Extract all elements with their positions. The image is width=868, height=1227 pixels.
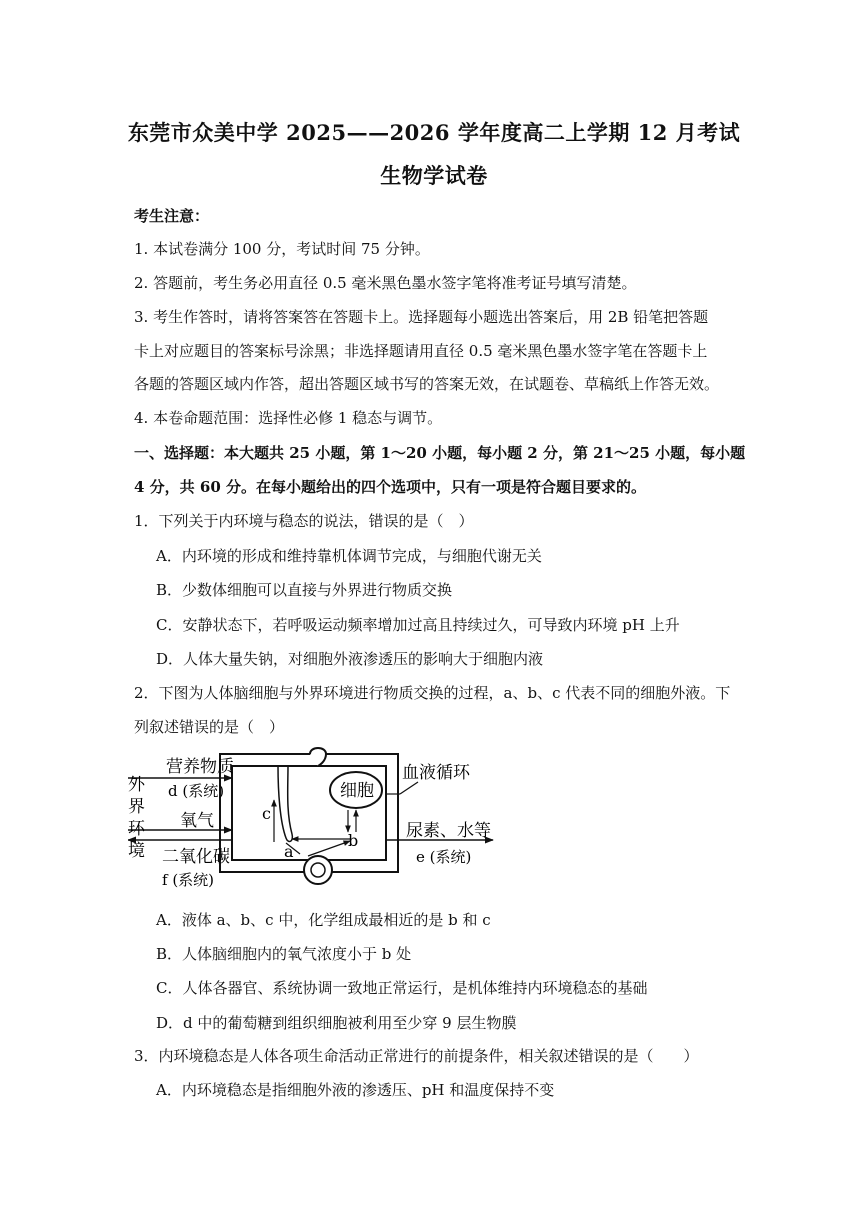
urea-label: 尿素、水等 <box>406 821 491 841</box>
exam-title: 东莞市众美中学 2025——2026 学年度高二上学期 12 月考试 <box>127 120 741 145</box>
outside-char: 界 <box>128 797 145 817</box>
top-bump <box>310 748 326 766</box>
notice-item: 4. 本卷命题范围：选择性必修 1 稳态与调节。 <box>134 409 443 427</box>
question-3-option-a: A．内环境稳态是指细胞外液的渗透压、pH 和温度保持不变 <box>156 1081 555 1099</box>
notice-item: 各题的答题区域内作答，超出答题区域书写的答案无效，在试题卷、草稿纸上作答无效。 <box>134 375 720 393</box>
question-3-stem: 3．内环境稳态是人体各项生命活动正常进行的前提条件，相关叙述错误的是（ ） <box>134 1047 699 1065</box>
f-system-label: f (系统) <box>162 871 215 889</box>
d-system-label: d (系统) <box>168 782 225 800</box>
notice-item: 3. 考生作答时，请将答案答在答题卡上。选择题每小题选出答案后，用 2B 铅笔把答题 <box>134 308 709 326</box>
question-2-option-a: A．液体 a、b、c 中，化学组成最相近的是 b 和 c <box>156 911 491 929</box>
outside-char: 境 <box>128 841 145 861</box>
outer-box <box>220 754 398 872</box>
notice-item: 卡上对应题目的答案标号涂黑；非选择题请用直径 0.5 毫米黑色墨水签字笔在答题卡上 <box>134 342 708 360</box>
exam-subtitle: 生物学试卷 <box>380 163 488 188</box>
notice-item: 2. 答题前，考生务必用直径 0.5 毫米黑色墨水签字笔将准考证号填写清楚。 <box>134 274 637 292</box>
notice-heading: 考生注意： <box>134 207 210 225</box>
notice-item: 1. 本试卷满分 100 分，考试时间 75 分钟。 <box>134 240 430 258</box>
question-1-option-a: A．内环境的形成和维持靠机体调节完成，与细胞代谢无关 <box>156 547 542 565</box>
question-1-option-d: D．人体大量失钠，对细胞外液渗透压的影响大于细胞内液 <box>156 650 544 668</box>
question-2-option-c: C．人体各器官、系统协调一致地正常运行，是机体维持内环境稳态的基础 <box>156 979 648 997</box>
co2-label: 二氧化碳 <box>162 847 230 867</box>
outside-char: 外 <box>128 775 145 795</box>
label-b: b <box>348 831 359 850</box>
question-1-option-c: C．安静状态下，若呼吸运动频率增加过高且持续过久，可导致内环境 pH 上升 <box>156 616 680 634</box>
question-2-option-b: B．人体脑细胞内的氧气浓度小于 b 处 <box>156 945 412 963</box>
question-2-option-d: D．d 中的葡萄糖到组织细胞被利用至少穿 9 层生物膜 <box>156 1014 517 1032</box>
nutrients-label: 营养物质 <box>166 757 234 777</box>
lymph-vessel <box>278 766 292 841</box>
question-2-stem: 2．下图为人体脑细胞与外界环境进行物质交换的过程，a、b、c 代表不同的细胞外液。下 <box>134 684 731 702</box>
question-1-stem: 1．下列关于内环境与稳态的说法，错误的是（ ） <box>134 512 474 530</box>
question-1-option-b: B．少数体细胞可以直接与外界进行物质交换 <box>156 581 453 599</box>
blood-label: 血液循环 <box>402 763 470 783</box>
section-heading: 一、选择题：本大题共 25 小题，第 1～20 小题，每小题 2 分，第 21～25 小题，每小题 <box>134 444 746 462</box>
oxygen-label: 氧气 <box>180 811 214 831</box>
exchange-diagram <box>128 742 508 892</box>
section-heading: 4 分，共 60 分。在每小题给出的四个选项中，只有一项是符合题目要求的。 <box>134 478 646 496</box>
label-a: a <box>284 842 294 861</box>
outside-char: 环 <box>128 819 145 839</box>
label-c: c <box>262 804 271 823</box>
cell-label: 细胞 <box>340 781 374 801</box>
e-system-label: e (系统) <box>416 848 472 866</box>
question-2-stem-cont: 列叙述错误的是（ ） <box>134 718 285 736</box>
